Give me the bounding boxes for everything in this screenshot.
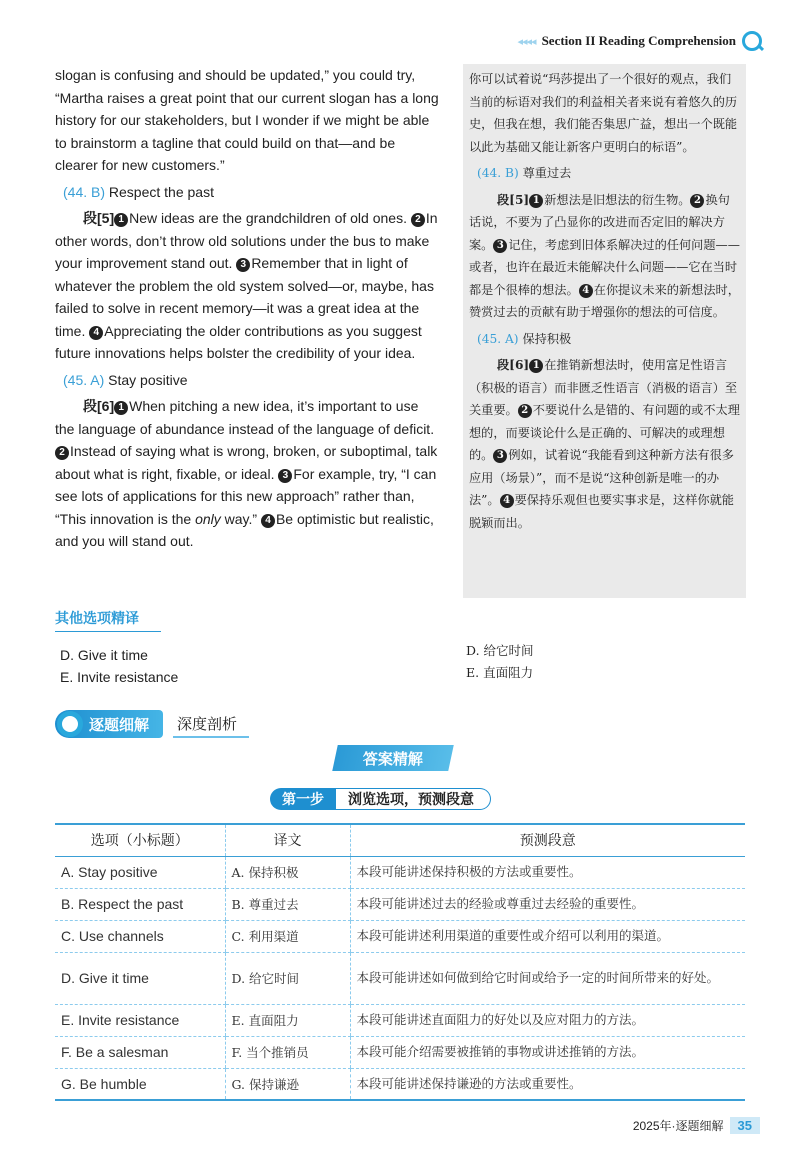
sentence: When pitching a new idea, it’s important to use the language of abundance instead of the language of deficit. [55, 398, 435, 437]
sentence: 换句话说，不要为了凸显你的改进而否定旧的解决方案。 [469, 192, 730, 252]
cell-option: G. Be humble [55, 1068, 225, 1100]
numeral-2-icon: 2 [411, 213, 425, 227]
table-row [55, 1036, 745, 1068]
footer-text: 2025年·逐题细解 [632, 1119, 724, 1133]
section-title: Section II Reading Comprehension [541, 33, 736, 48]
numeral-4-icon: 4 [261, 514, 275, 528]
cell-translation: F. 当个推销员 [225, 1036, 350, 1068]
sentence: Be optimistic but realistic, and you will stand out. [55, 510, 434, 549]
sentence: 在你提议未来的新想法时，赞赏过去的贡献有助于增强你的想法的可信度。 [469, 282, 740, 319]
answer-44-zh [477, 162, 740, 185]
table-row [55, 952, 745, 1004]
list-item: E. 直面阻力 [466, 665, 534, 680]
page-header [517, 30, 762, 52]
cell-option: F. Be a salesman [55, 1036, 225, 1068]
prediction-table [55, 823, 745, 1101]
list-item: D. Give it time [60, 647, 148, 663]
sentence: Appreciating the older contributions as you suggest future innovations helps bolster the credibility of your idea. [55, 322, 422, 361]
numeral-3-icon: 3 [278, 469, 292, 483]
cell-translation: E. 直面阻力 [225, 1004, 350, 1036]
table-row [55, 888, 745, 920]
answer-45-zh [477, 328, 740, 351]
page-number: 35 [730, 1117, 760, 1134]
cell-prediction: 本段可能介绍需要被推销的事物或讲述推销的方法。 [350, 1036, 745, 1068]
sentence: For example, try, “I can see lots of applications for this new approach” rather than, “This innovation is the [55, 465, 437, 527]
sentence: way.” [224, 510, 258, 527]
other-options-title: 其他选项精译 [55, 608, 161, 632]
numeral-3-icon: 3 [493, 449, 507, 463]
banner-pill [55, 710, 163, 738]
table-row [55, 856, 745, 888]
answer-45 [63, 369, 440, 392]
other-options-list-zh [466, 640, 534, 684]
answer-title [332, 745, 454, 771]
table-header: 预测段意 [350, 824, 745, 856]
cell-option: A. Stay positive [55, 856, 225, 888]
emphasis: only [195, 510, 221, 527]
banner-label: 逐题细解 [89, 716, 150, 734]
sentence: 记住，考虑到旧体系解决过的任何问题——或者，也许在最近未能解决什么问题——它在当时都是个很棒的想法。 [469, 237, 740, 297]
table-row [55, 920, 745, 952]
answer-key: (44. B) [63, 183, 106, 200]
table-row [55, 1068, 745, 1100]
numeral-3-icon: 3 [236, 258, 250, 272]
answer-title-text: 答案精解 [362, 750, 423, 768]
cell-translation: A. 保持积极 [225, 856, 350, 888]
paragraph-5-zh [469, 189, 740, 324]
sentence: Remember that in light of whatever the problem the old system solved—or, maybe, has failed to solve in recent memory—it was a great idea at the time. [55, 255, 434, 339]
sentence: In other words, don’t throw old solutions under the bus to make your improvement stand out. [55, 210, 438, 271]
table-header: 选项（小标题） [55, 824, 225, 856]
banner-subtitle: 深度剖析 [173, 711, 249, 738]
cell-prediction: 本段可能讲述如何做到给它时间或给予一定的时间所带来的好处。 [350, 952, 745, 1004]
sentence: 不要说什么是错的、有问题的或不太理想的，而要谈论什么是正确的、可解决的或理想的。 [469, 403, 740, 462]
paragraph-label: 段[5] [83, 210, 115, 226]
cell-prediction: 本段可能讲述过去的经验或尊重过去经验的重要性。 [350, 888, 745, 920]
cell-prediction: 本段可能讲述保持积极的方法或重要性。 [350, 856, 745, 888]
answer-text: Stay positive [108, 371, 188, 388]
table-row [55, 1004, 745, 1036]
page-footer [633, 1117, 760, 1134]
sentence: 在推销新想法时，使用富足性语言（积极的语言）而非匮乏性语言（消极的语言）至关重要。 [469, 358, 738, 417]
answer-text: Respect the past [108, 183, 214, 200]
cell-prediction: 本段可能讲述保持谦逊的方法或重要性。 [350, 1068, 745, 1100]
answer-key: (44. B) [477, 166, 519, 180]
chinese-column [463, 64, 746, 598]
numeral-1-icon: 1 [529, 194, 543, 208]
sentence: 要保持乐观但也要实事求是，这样你就能脱颖而出。 [469, 493, 734, 530]
sentence: Instead of saying what is wrong, broken, or suboptimal, talk about what is right, fixable, or ideal. [55, 443, 438, 482]
answer-key: (45. A) [477, 331, 519, 346]
step-text: 浏览选项，预测段意 [336, 788, 491, 810]
numeral-1-icon: 1 [114, 401, 128, 415]
answer-44 [63, 181, 440, 204]
sentence: 新想法是旧想法的衍生物。 [544, 192, 691, 207]
answer-text: 保持积极 [522, 331, 572, 346]
paragraph-5 [55, 207, 440, 365]
list-item: D. 给它时间 [466, 643, 534, 658]
magnifier-icon [57, 711, 83, 737]
cell-translation: C. 利用渠道 [225, 920, 350, 952]
cell-option: E. Invite resistance [55, 1004, 225, 1036]
section-banner [55, 708, 249, 740]
numeral-4-icon: 4 [579, 284, 593, 298]
step-header [270, 787, 491, 811]
english-column [55, 64, 440, 553]
numeral-1-icon: 1 [529, 359, 543, 373]
numeral-3-icon: 3 [493, 239, 507, 253]
numeral-4-icon: 4 [500, 494, 514, 508]
cell-prediction: 本段可能讲述利用渠道的重要性或介绍可以利用的渠道。 [350, 920, 745, 952]
answer-key: (45. A) [63, 371, 105, 388]
other-options-list [60, 644, 178, 688]
paragraph-label: 段[6] [83, 398, 115, 414]
intro-paragraph-zh: 你可以试着说“玛莎提出了一个很好的观点，我们当前的标语对我们的利益相关者来说有着悠久的历史，但我在想，我们能否集思广益，想出一个既能以此为基础又能让新客户更明白的标语”。 [469, 72, 738, 154]
sentence: 例如，试着说“我能看到这种新方法有很多应用（场景）”，而不是说“这种创新是唯一的办法”。 [469, 448, 734, 507]
answer-text: 尊重过去 [522, 166, 572, 180]
numeral-2-icon: 2 [690, 194, 704, 208]
cell-option: B. Respect the past [55, 888, 225, 920]
cell-prediction: 本段可能讲述直面阻力的好处以及应对阻力的方法。 [350, 1004, 745, 1036]
table-header: 译文 [225, 824, 350, 856]
cell-option: C. Use channels [55, 920, 225, 952]
arrows-icon: ◂◂◂◂ [517, 35, 536, 48]
intro-paragraph: slogan is confusing and should be updated,” you could try, “Martha raises a great point that our current slogan has a long history for our stakeholders, but I wonder if we might be able to brainstorm a tagline that could build on that—and be clearer for new customers.” [55, 67, 439, 173]
cell-option: D. Give it time [55, 952, 225, 1004]
magnifier-icon [742, 31, 762, 51]
cell-translation: D. 给它时间 [225, 952, 350, 1004]
cell-translation: B. 尊重过去 [225, 888, 350, 920]
numeral-2-icon: 2 [518, 404, 532, 418]
paragraph-label: 段[6] [497, 358, 530, 372]
numeral-1-icon: 1 [114, 213, 128, 227]
paragraph-6 [55, 395, 440, 553]
list-item: E. Invite resistance [60, 669, 179, 685]
sentence: New ideas are the grandchildren of old ones. [129, 210, 407, 226]
numeral-2-icon: 2 [55, 446, 69, 460]
step-label: 第一步 [270, 788, 336, 810]
paragraph-label: 段[5] [497, 192, 530, 207]
cell-translation: G. 保持谦逊 [225, 1068, 350, 1100]
paragraph-6-zh [469, 354, 740, 534]
numeral-4-icon: 4 [89, 326, 103, 340]
